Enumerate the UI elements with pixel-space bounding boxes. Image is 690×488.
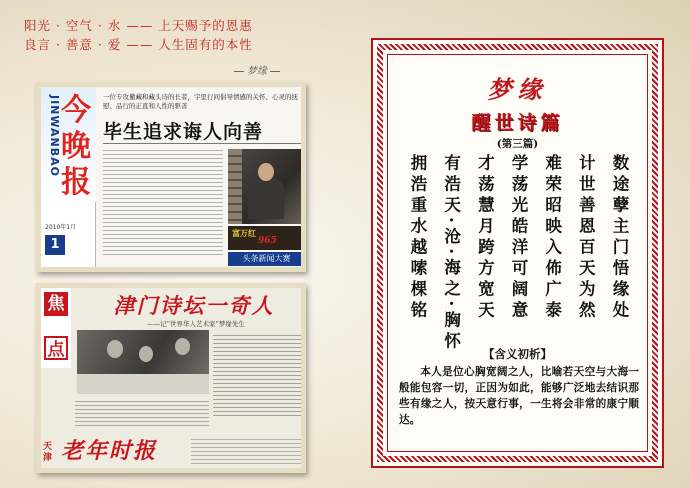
advert-numbers: 965 xyxy=(258,236,277,246)
article-body-text xyxy=(103,147,223,257)
article-intro: 一位专攻撤藏和藏头诗的长者，字里行间倡导情感的关怀、心灵的抚慰、品行的正直和人性的驱善 xyxy=(103,93,298,110)
footer-text xyxy=(191,436,301,466)
newspaper-clipping-jinwanbao xyxy=(36,82,306,272)
poem-column: 才荡慧月跨方宽天 xyxy=(475,154,495,322)
poem-panel xyxy=(371,38,664,468)
meaning-text: 本人是位心胸宽阔之人，比喻若天空与大海一般能包容一切，正因为如此，能够广泛地去结识那些有缘之人，按天意行事，一生将会非常的康宁顺达。 xyxy=(399,366,639,426)
poem-part: (第三篇) xyxy=(496,138,539,150)
poem-column: 计世善恩百天为然 xyxy=(576,154,596,322)
focus-label xyxy=(41,288,71,368)
article-headline: 毕生追求诲人向善 xyxy=(103,121,264,143)
person-body xyxy=(248,179,284,219)
masthead-logo: 今晚报 xyxy=(61,93,91,200)
meaning-title: 【含义初析】 xyxy=(483,347,552,361)
person-3 xyxy=(175,338,190,355)
page-number: 1 xyxy=(45,235,65,255)
issue-date: 2010年1月 xyxy=(45,224,77,231)
poem-column: 拥浩重水越嗦棵铭 xyxy=(408,154,427,322)
focus-label-char-2: 点 xyxy=(44,336,68,360)
poem-columns xyxy=(406,154,630,353)
headline-rule xyxy=(103,143,303,144)
poem-column: 数途孽主门悟缘处 xyxy=(609,154,629,322)
motto-block xyxy=(24,16,324,77)
article-body-text-2 xyxy=(75,398,209,428)
poem-column: 学荡光皓洋可阔意 xyxy=(508,154,528,322)
advert-title: 富万红 xyxy=(232,228,256,238)
news-banner: 头条新闻大赛 xyxy=(228,252,305,266)
poem-column: 难荣昭映入佈广泰 xyxy=(542,154,562,322)
poem-column: 有浩天·沧·海之·胸怀 xyxy=(441,154,461,353)
desk xyxy=(77,374,209,394)
article-photo xyxy=(228,149,305,224)
focus-label-char-1: 焦 xyxy=(44,292,68,316)
bookshelf xyxy=(228,149,242,224)
masthead-column xyxy=(41,87,96,267)
article-subtitle: ——记“世界华人艺术家”梦缘先生 xyxy=(147,320,245,328)
person-1 xyxy=(107,340,123,358)
person-2 xyxy=(139,346,153,362)
motto-signature: 梦缘 xyxy=(234,62,280,77)
newspaper-clipping-laonianshibao xyxy=(36,283,306,473)
advert-box xyxy=(228,226,305,250)
poem-author: 梦缘 xyxy=(487,75,548,104)
article-photo xyxy=(77,330,209,394)
motto-line-1: 阳光 · 空气 · 水 —— 上天赐予的恩惠 xyxy=(24,18,253,33)
masthead-logo: 老年时报 xyxy=(61,438,158,464)
motto-line-2: 良言 · 善意 · 爱 —— 人生固有的本性 xyxy=(24,37,253,52)
poem-title: 醒世诗篇 xyxy=(471,112,564,134)
region-label: 天津 xyxy=(43,442,53,463)
masthead-pinyin: JINWANBAO xyxy=(48,95,61,177)
person-face xyxy=(258,163,274,181)
article-body-text xyxy=(213,332,301,416)
article-headline: 津门诗坛一奇人 xyxy=(113,293,275,318)
